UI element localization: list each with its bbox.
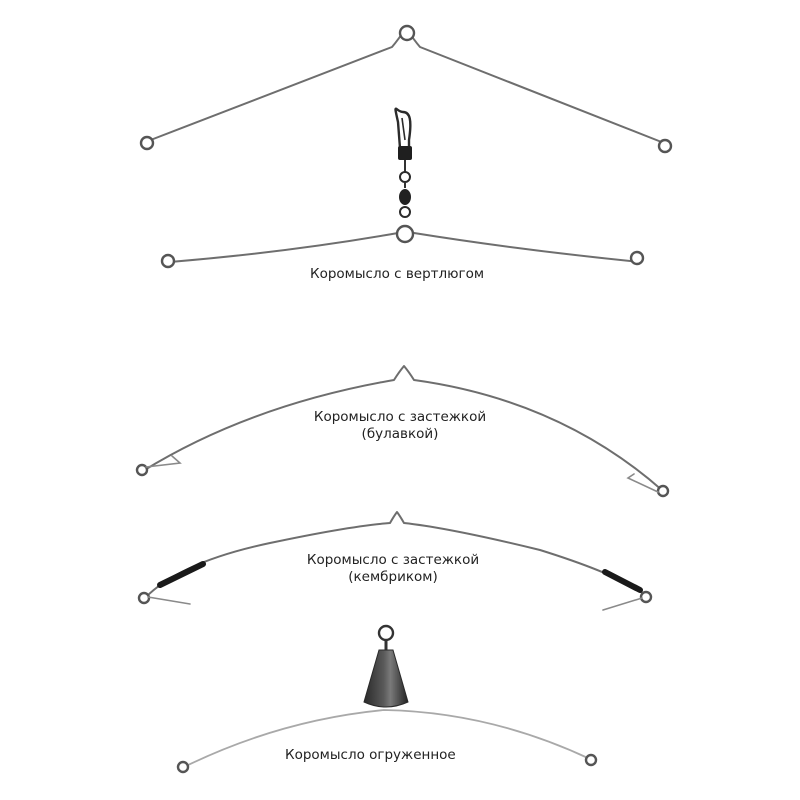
label-weighted-rocker: Коромысло огруженное bbox=[285, 747, 456, 763]
label-rocker-with-swivel: Коромысло с вертлюгом bbox=[310, 266, 485, 282]
label-pin-line-1: Коромысло с застежкой bbox=[313, 409, 487, 425]
label-rocker-with-pin-clasp bbox=[295, 409, 505, 443]
rocker-with-swivel bbox=[162, 226, 643, 267]
label-pin-line-2: (булавкой) bbox=[361, 426, 439, 442]
label-tube-line-2: (кембриком) bbox=[348, 569, 438, 585]
label-tube-line-1: Коромысло с застежкой bbox=[306, 552, 480, 568]
label-rocker-with-tube-clasp bbox=[288, 552, 498, 586]
swivel-snap bbox=[396, 109, 412, 217]
